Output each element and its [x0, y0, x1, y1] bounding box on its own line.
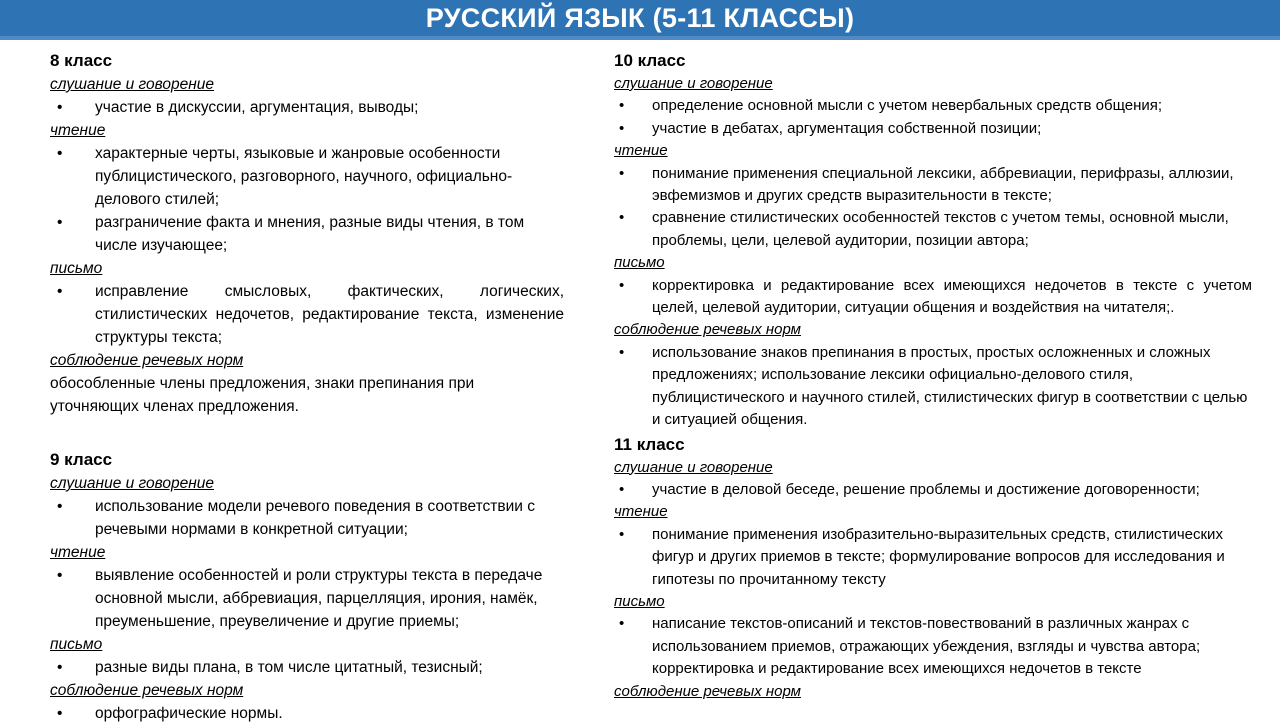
- bullet-text: корректировка и редактирование всех имеющихся недочетов в тексте с учетом целей, целевой аудитории, ситуации общения и воздействия на читателя;.: [652, 276, 1252, 317]
- bullet-text: использование знаков препинания в простых, простых осложненных и сложных предложениях; использование лексики официально-делового стиля, публицистического и научного стилей, стилистических фигур в соответствии с целью и ситуацией общения.: [652, 343, 1248, 429]
- bullet-item: [614, 163, 1252, 208]
- grade-section-10: [614, 49, 1252, 432]
- skill-label: соблюдение речевых норм: [50, 682, 244, 699]
- skill-label: письмо: [614, 254, 665, 272]
- bullet-text: орфографические нормы.: [95, 705, 283, 722]
- bullet-text: разграничение факта и мнения, разные виды чтения, в том числе изучающее;: [95, 214, 525, 254]
- bullet-item: [614, 524, 1252, 591]
- bullet-text: участие в дебатах, аргументация собственной позиции;: [652, 119, 1042, 137]
- skill-label: письмо: [50, 636, 103, 653]
- title-bar: [0, 0, 1280, 40]
- bullet-text: выявление особенностей и роли структуры текста в передаче основной мысли, аббревиация, парцелляция, ирония, намёк, преуменьшение, преувеличение и другие приемы;: [95, 567, 543, 630]
- bullet-text: понимание применения специальной лексики, аббревиации, перифразы, аллюзии, эвфемизмов и других средств выразительности в тексте;: [652, 164, 1234, 205]
- plain-text: обособленные члены предложения, знаки препинания при уточняющих членах предложения.: [50, 375, 475, 415]
- bullet-icon: •: [619, 343, 625, 361]
- bullet-item: [50, 564, 564, 633]
- bullet-icon: •: [57, 567, 63, 584]
- grade-section-11: [614, 433, 1252, 703]
- bullet-icon: •: [619, 615, 625, 633]
- skill-label: слушание и говорение: [50, 475, 215, 492]
- bullet-item: [50, 656, 564, 679]
- bullet-icon: •: [57, 99, 63, 116]
- skill-label: чтение: [614, 503, 668, 521]
- bullet-item: [614, 479, 1252, 501]
- bullet-item: [614, 118, 1252, 140]
- bullet-text: написание текстов-описаний и текстов-повествований в различных жанрах с использованием приемов, отражающих убеждения, взгляды и чувства автора; корректировка и редактирование всех имеющихся недочетов в тексте: [652, 615, 1201, 678]
- bullet-icon: •: [619, 209, 625, 227]
- skill-label: соблюдение речевых норм: [614, 321, 801, 339]
- grade-heading: 8 класс: [50, 51, 113, 70]
- skill-label: слушание и говорение: [614, 75, 773, 92]
- bullet-icon: •: [57, 659, 63, 676]
- skill-label: соблюдение речевых норм: [50, 352, 244, 369]
- grade-heading: 11 класс: [614, 434, 685, 454]
- skill-label: письмо: [50, 260, 103, 277]
- bullet-item: [50, 211, 564, 257]
- bullet-icon: •: [619, 525, 625, 543]
- bullet-text: сравнение стилистических особенностей текстов с учетом темы, основной мысли, проблемы, цели, целевой аудитории, позиции автора;: [652, 209, 1229, 249]
- bullet-item: [614, 613, 1252, 680]
- bullet-text: исправление смысловых, фактических, логических, стилистических недочетов, редактирование текста, изменение структуры текста;: [95, 283, 564, 346]
- skill-label: слушание и говорение: [50, 76, 215, 93]
- bullet-text: разные виды плана, в том числе цитатный, тезисный;: [95, 659, 483, 676]
- bullet-icon: •: [57, 705, 63, 722]
- bullet-icon: •: [57, 498, 63, 515]
- bullet-text: участие в деловой беседе, решение проблемы и достижение договоренности;: [652, 480, 1200, 498]
- page-title: РУССКИЙ ЯЗЫК (5-11 КЛАССЫ): [425, 2, 855, 33]
- bullet-icon: •: [619, 164, 625, 182]
- bullet-item: [50, 702, 564, 725]
- column-right: [614, 49, 1252, 703]
- grade-section-8: [50, 49, 564, 418]
- bullet-icon: •: [619, 119, 625, 137]
- bullet-icon: •: [619, 480, 625, 498]
- bullet-text: участие в дискуссии, аргументация, выводы;: [95, 99, 419, 116]
- skill-label: слушание и говорение: [614, 458, 773, 476]
- bullet-text: определение основной мысли с учетом невербальных средств общения;: [652, 97, 1163, 115]
- grade-section-9: [50, 448, 564, 725]
- grade-heading: 9 класс: [50, 450, 113, 469]
- bullet-text: использование модели речевого поведения в соответствии с речевыми нормами в конкретной ситуации;: [95, 498, 535, 538]
- bullet-item: [614, 95, 1252, 117]
- bullet-item: [614, 275, 1252, 320]
- bullet-item: [50, 142, 564, 211]
- skill-label: чтение: [50, 544, 106, 561]
- skill-label: чтение: [50, 122, 106, 139]
- bullet-icon: •: [57, 283, 63, 300]
- skill-label: чтение: [614, 142, 668, 160]
- content: [0, 40, 1280, 725]
- bullet-icon: •: [619, 97, 625, 115]
- bullet-item: [50, 495, 564, 541]
- bullet-icon: •: [57, 214, 63, 231]
- bullet-text: понимание применения изобразительно-выразительных средств, стилистических фигур и других приемов в тексте; формулирование вопросов для исследования и гипотезы по прочитанному тексту: [652, 525, 1225, 588]
- column-left: [50, 49, 564, 725]
- bullet-icon: •: [57, 145, 63, 162]
- bullet-item: [50, 280, 564, 349]
- skill-label: соблюдение речевых норм: [614, 682, 801, 700]
- grade-heading: 10 класс: [614, 51, 686, 70]
- bullet-item: [50, 96, 564, 119]
- bullet-item: [614, 342, 1252, 432]
- bullet-icon: •: [619, 276, 625, 294]
- bullet-item: [614, 207, 1252, 252]
- skill-label: письмо: [614, 592, 665, 610]
- bullet-text: характерные черты, языковые и жанровые особенности публицистического, разговорного, научного, официально-делового стилей;: [95, 145, 513, 208]
